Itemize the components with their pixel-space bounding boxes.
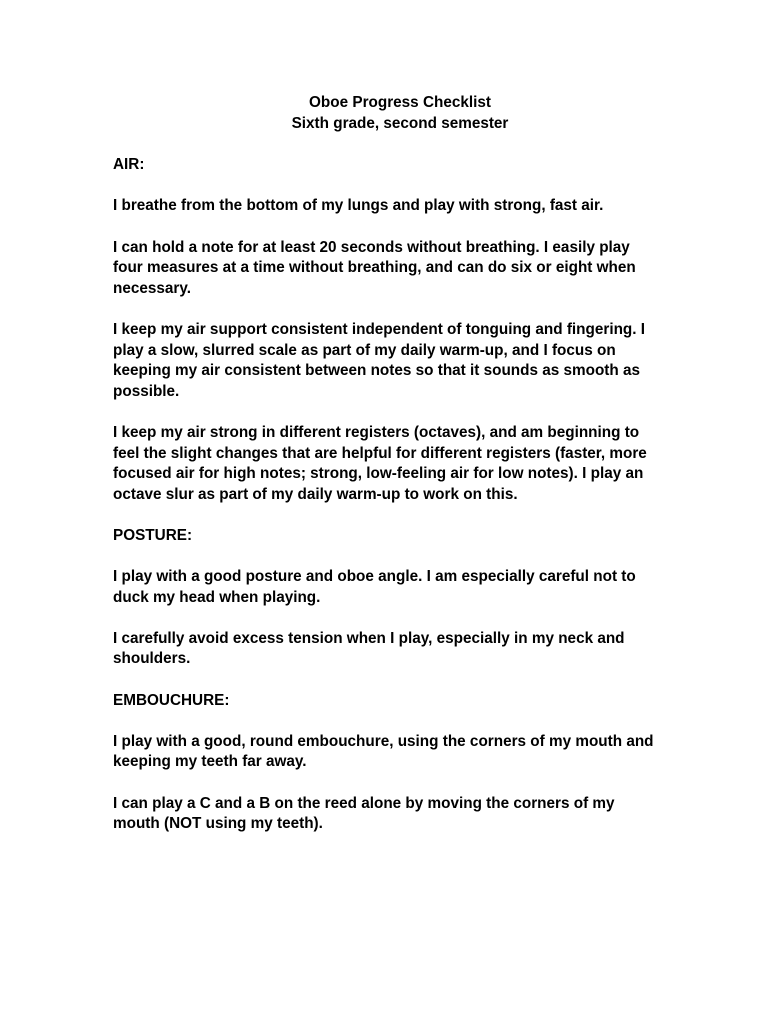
section-heading-posture: POSTURE: <box>113 526 193 544</box>
section-heading-embouchure: EMBOUCHURE: <box>113 691 230 709</box>
document-page <box>113 93 663 835</box>
checklist-item: I keep my air support consistent independent of tonguing and fingering. I play a slow, slurred scale as part of my daily warm-up, and I focus on keeping my air consistent between notes so that it sounds as smooth as possible. <box>113 320 646 400</box>
checklist-item: I breathe from the bottom of my lungs and play with strong, fast air. <box>113 197 604 215</box>
checklist-item: I play with a good posture and oboe angle. I am especially careful not to duck my head when playing. <box>113 568 636 606</box>
checklist-item: I can play a C and a B on the reed alone by moving the corners of my mouth (NOT using my teeth). <box>113 794 615 833</box>
title-line-2: Sixth grade, second semester <box>291 114 509 132</box>
title-line-1: Oboe Progress Checklist <box>309 94 491 111</box>
section-heading-air: AIR: <box>113 156 145 174</box>
checklist-item: I can hold a note for at least 20 seconds without breathing. I easily play four measures at a time without breathing, and can do six or eight when necessary. <box>113 238 636 297</box>
checklist-item: I keep my air strong in different registers (octaves), and am beginning to feel the slight changes that are helpful for different registers (faster, more focused air for high notes; strong, low-feeling air for low notes). I play an octave slur as part of my daily warm-up to work on this. <box>113 423 647 503</box>
checklist-item: I carefully avoid excess tension when I play, especially in my neck and shoulders. <box>113 629 625 668</box>
document-title <box>137 93 663 134</box>
checklist-item: I play with a good, round embouchure, using the corners of my mouth and keeping my teeth far away. <box>113 732 654 771</box>
